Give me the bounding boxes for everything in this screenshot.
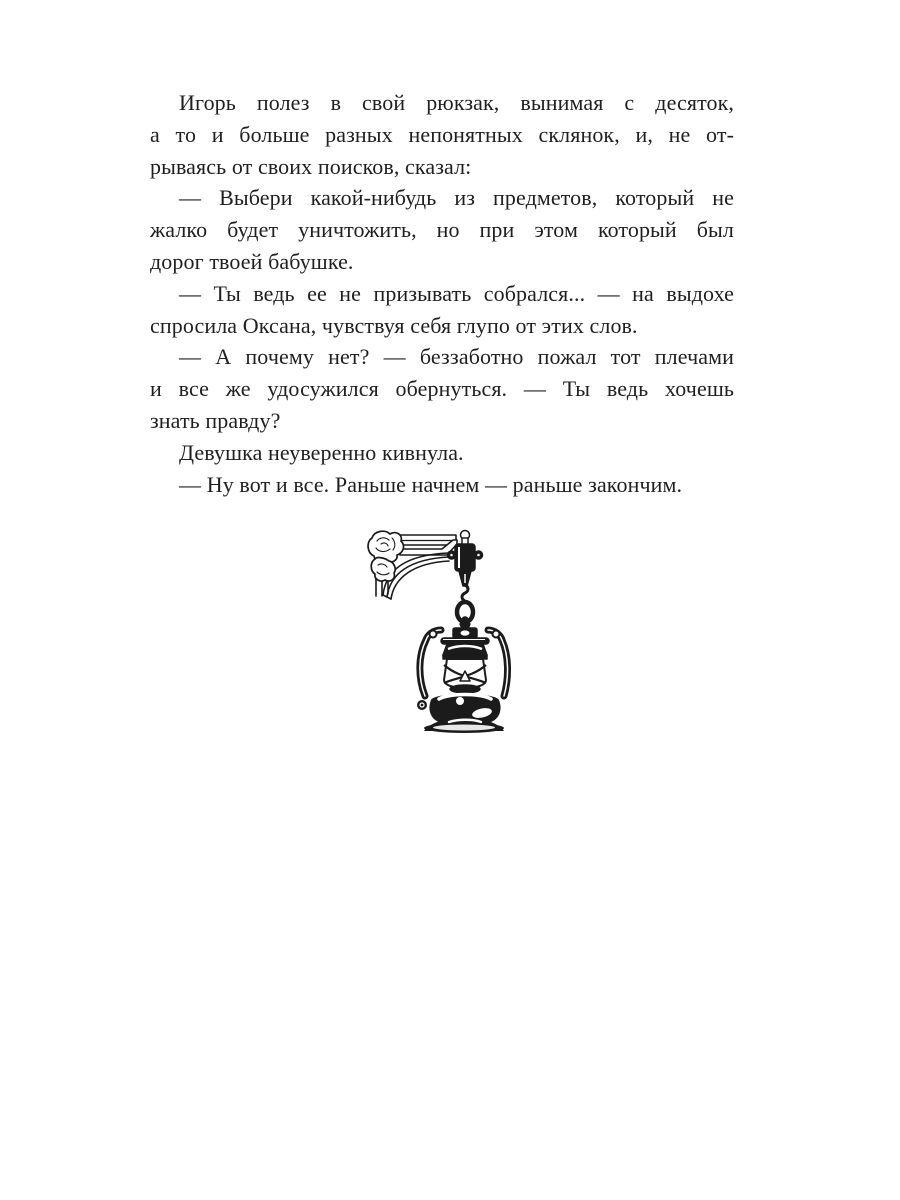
text-line: а то и больше разных непонятных склянок, и, не от- (150, 121, 734, 147)
text-line: — Ну вот и все. Раньше начнем — раньше закончим. (179, 471, 683, 497)
text-block (150, 87, 734, 500)
text-line: Игорь полез в свой рюкзак, вынимая с десяток, (179, 90, 734, 115)
text-line: спросила Оксана, чувствуя себя глупо от этих слов. (150, 312, 638, 338)
hanging-lantern-icon (363, 528, 513, 733)
text-line: и все же удосужился обернуться. — Ты ведь хочешь (150, 376, 734, 402)
text-line: — Ты ведь ее не призывать собрался... — на выдохе (179, 280, 734, 306)
text-line: Девушка неуверенно кивнула. (179, 439, 464, 465)
text-line: — Выбери какой-нибудь из предметов, который не (179, 185, 734, 211)
text-line: — А почему нет? — беззаботно пожал тот плечами (179, 344, 734, 370)
text-line: дорог твоей бабушке. (150, 248, 354, 274)
lantern-illustration (363, 528, 513, 733)
text-line: знать правду? (150, 407, 281, 433)
text-line: жалко будет уничтожить, но при этом который был (150, 217, 734, 243)
kerosene-lantern-icon (417, 617, 508, 733)
text-line: рываясь от своих поисков, сказал: (150, 153, 472, 179)
wall-bracket-icon (368, 531, 457, 599)
